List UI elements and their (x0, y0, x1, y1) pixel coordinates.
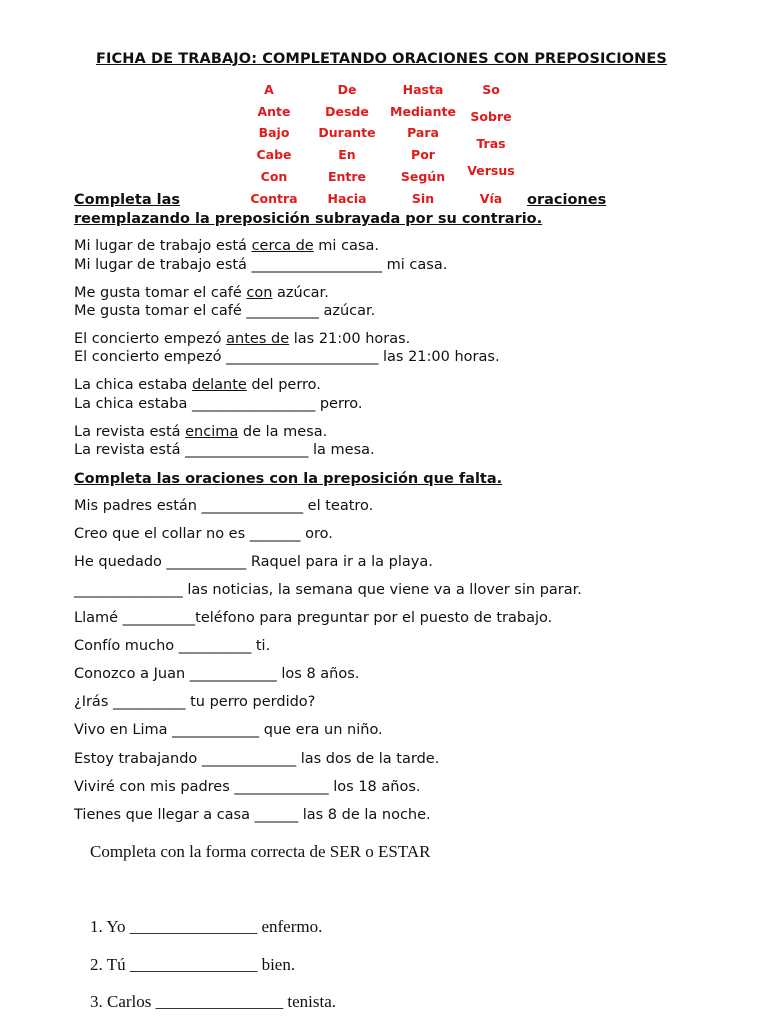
fill-in-sentence: Tienes que llegar a casa ______ las 8 de la noche. (74, 807, 431, 823)
preposition: Cabe (256, 147, 292, 162)
fill-in-sentence: _______________ las noticias, la semana que viene va a llover sin parar. (74, 582, 582, 598)
preposition: Vía (479, 191, 503, 206)
sentence-original: El concierto empezó antes de las 21:00 horas. (74, 331, 411, 347)
underlined-preposition: delante (191, 377, 247, 393)
underlined-preposition: cerca de (251, 238, 314, 254)
preposition: Con (260, 169, 288, 184)
worksheet-title: FICHA DE TRABAJO: COMPLETANDO ORACIONES CON PREPOSICIONES (96, 51, 667, 67)
ser-estar-item: 3. Carlos _______________ tenista. (90, 992, 337, 1011)
preposition: Entre (327, 169, 367, 184)
preposition: Tras (476, 136, 506, 151)
sentence-answer: La chica estaba _________________ perro. (74, 396, 363, 412)
fill-in-sentence: ¿Irás __________ tu perro perdido? (74, 694, 316, 710)
preposition: Según (400, 169, 446, 184)
section1-heading-left: Completa las (74, 192, 181, 208)
underlined-preposition: encima (185, 424, 239, 440)
fill-in-sentence: Estoy trabajando _____________ las dos de la tarde. (74, 751, 440, 767)
sentence-answer: La revista está _________________ la mesa. (74, 442, 375, 458)
section1-heading-right: oraciones (527, 192, 607, 208)
preposition-table (250, 80, 520, 210)
sentence-answer: El concierto empezó _____________________ las 21:00 horas. (74, 349, 500, 365)
fill-in-sentence: He quedado ___________ Raquel para ir a la playa. (74, 554, 433, 570)
fill-in-sentence: Llamé __________teléfono para preguntar por el puesto de trabajo. (74, 610, 553, 626)
underlined-preposition: antes de (226, 331, 290, 347)
ser-estar-item: 1. Yo _______________ enfermo. (90, 917, 323, 936)
preposition: Ante (257, 104, 291, 119)
sentence-original: La revista está encima de la mesa. (74, 424, 328, 440)
fill-in-sentence: Viviré con mis padres _____________ los 18 años. (74, 779, 421, 795)
preposition: Bajo (258, 125, 290, 140)
sentence-original: Mi lugar de trabajo está cerca de mi casa. (74, 238, 379, 254)
section1-heading-line2: reemplazando la preposición subrayada por su contrario. (74, 211, 543, 227)
sentence-original: Me gusta tomar el café con azúcar. (74, 285, 329, 301)
preposition: Por (411, 147, 435, 162)
preposition: Durante (318, 125, 376, 140)
preposition: Versus (467, 163, 515, 178)
fill-in-sentence: Vivo en Lima ____________ que era un niño. (74, 722, 383, 738)
answer-blank: _______________ (129, 955, 258, 974)
underlined-preposition: con (246, 285, 273, 301)
preposition: De (337, 82, 357, 97)
preposition: Hasta (402, 82, 444, 97)
section3-heading: Completa con la forma correcta de SER o ESTAR (90, 842, 431, 861)
answer-blank: _______________ (129, 917, 258, 936)
fill-in-sentence: Confío mucho __________ ti. (74, 638, 271, 654)
sentence-answer: Me gusta tomar el café __________ azúcar. (74, 303, 376, 319)
preposition: Contra (250, 191, 298, 206)
answer-blank: _______________ (155, 992, 284, 1011)
preposition: Hacia (327, 191, 367, 206)
preposition: Sin (411, 191, 435, 206)
preposition: Desde (325, 104, 369, 119)
preposition: So (482, 82, 500, 97)
preposition: Sobre (470, 109, 512, 124)
sentence-original: La chica estaba delante del perro. (74, 377, 321, 393)
sentence-answer: Mi lugar de trabajo está __________________ mi casa. (74, 257, 448, 273)
preposition: En (338, 147, 356, 162)
preposition: Mediante (390, 104, 456, 119)
preposition: A (264, 82, 274, 97)
ser-estar-item: 2. Tú _______________ bien. (90, 955, 296, 974)
section2-heading: Completa las oraciones con la preposición que falta. (74, 471, 503, 487)
fill-in-sentence: Mis padres están ______________ el teatro. (74, 498, 374, 514)
fill-in-sentence: Conozco a Juan ____________ los 8 años. (74, 666, 360, 682)
fill-in-sentence: Creo que el collar no es _______ oro. (74, 526, 333, 542)
preposition: Para (407, 125, 439, 140)
